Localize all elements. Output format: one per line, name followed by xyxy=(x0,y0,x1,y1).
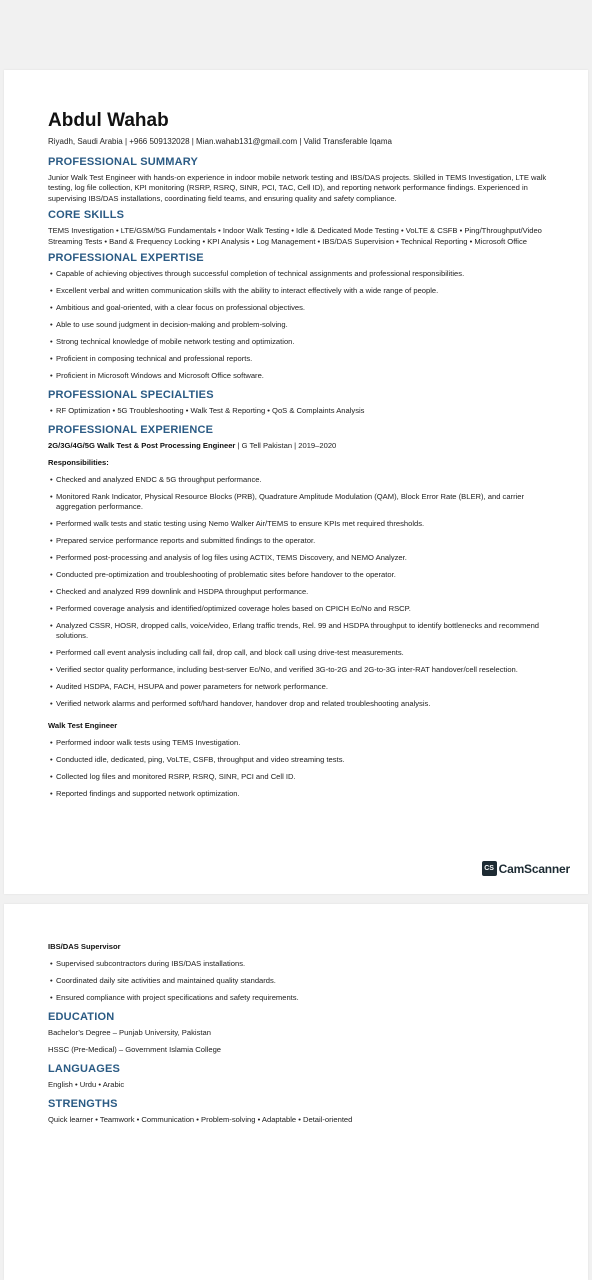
list-item: • Verified sector quality performance, including best-server Ec/No, and verified 3G-to-2G and 2G-to-3G inter-RAT handover/cell reselection. xyxy=(50,665,518,675)
list-item: • Collected log files and monitored RSRP, RSRQ, SINR, PCI and Cell ID. xyxy=(50,772,296,782)
education-item: HSSC (Pre-Medical) – Government Islamia College xyxy=(48,1045,222,1054)
specialties-heading: PROFESSIONAL SPECIALTIES xyxy=(48,389,214,402)
list-item: • RF Optimization • 5G Troubleshooting • Walk Test & Reporting • QoS & Complaints Analysis xyxy=(50,406,365,416)
list-item: • Performed post-processing and analysis of log files using ACTIX, TEMS Discovery, and NEMO Analyzer. xyxy=(50,553,407,563)
education-item: Bachelor’s Degree – Punjab University, Pakistan xyxy=(48,1028,211,1037)
list-item: • Proficient in Microsoft Windows and Microsoft Office software. xyxy=(50,371,264,381)
job-2-title: Walk Test Engineer xyxy=(48,721,118,731)
list-item: • Performed walk tests and static testing using Nemo Walker Air/TEMS to ensure KPIs met required thresholds. xyxy=(50,519,425,529)
job-3-list xyxy=(48,959,556,1003)
list-item: • Checked and analyzed ENDC & 5G throughput performance. xyxy=(50,475,262,485)
languages-text: English • Urdu • Arabic xyxy=(48,1080,125,1089)
core-skills-heading: CORE SKILLS xyxy=(48,209,125,222)
list-item: • Analyzed CSSR, HOSR, dropped calls, voice/video, Erlang traffic trends, Rel. 99 and HSDPA throughput to identify bottlenecks and recommend solutions. xyxy=(50,621,540,641)
resume-page-1 xyxy=(4,70,588,894)
camscanner-text: CamScanner xyxy=(498,861,570,876)
list-item: • Capable of achieving objectives through successful completion of technical assignments and professional responsibilities. xyxy=(50,269,465,279)
strengths-heading: STRENGTHS xyxy=(48,1098,118,1110)
languages-heading: LANGUAGES xyxy=(48,1063,121,1075)
list-item: • Strong technical knowledge of mobile network testing and optimization. xyxy=(50,337,295,347)
list-item: • Able to use sound judgment in decision-making and problem-solving. xyxy=(50,320,288,330)
list-item: • Performed call event analysis including call fail, drop call, and block call using drive-test measurements. xyxy=(50,648,404,658)
list-item: • Performed indoor walk tests using TEMS Investigation. xyxy=(50,738,241,748)
camscanner-logo-icon: CS xyxy=(482,861,497,876)
list-item: • Audited HSDPA, FACH, HSUPA and power parameters for network performance. xyxy=(50,682,328,692)
resume-page-2 xyxy=(4,904,588,1280)
experience-heading: PROFESSIONAL EXPERIENCE xyxy=(48,424,214,437)
responsibilities-label: Responsibilities: xyxy=(48,458,109,468)
list-item: • Coordinated daily site activities and maintained quality standards. xyxy=(50,976,276,985)
list-item: • Prepared service performance reports and submitted findings to the operator. xyxy=(50,536,316,546)
education-heading: EDUCATION xyxy=(48,1011,115,1023)
specialties-list xyxy=(48,406,556,416)
candidate-name: Abdul Wahab xyxy=(48,110,169,131)
list-item: • Conducted idle, dedicated, ping, VoLTE, CSFB, throughput and video streaming tests. xyxy=(50,755,345,765)
summary-heading: PROFESSIONAL SUMMARY xyxy=(48,156,199,168)
list-item: • Monitored Rank Indicator, Physical Resource Blocks (PRB), Quadrature Amplitude Modulation (QAM), Block Error Rate (BLER), and carrier aggregation performance. xyxy=(50,492,525,512)
list-item: • Conducted pre-optimization and troubleshooting of problematic sites before handover to the operator. xyxy=(50,570,396,580)
list-item: • Ensured compliance with project specifications and safety requirements. xyxy=(50,993,299,1002)
job-1-title: 2G/3G/4G/5G Walk Test & Post Processing Engineer xyxy=(48,441,236,451)
list-item: • Checked and analyzed R99 downlink and HSDPA throughput performance. xyxy=(50,587,309,597)
list-item: • Excellent verbal and written communication skills with the ability to interact effectively with a wide range of people. xyxy=(50,286,439,296)
job-3-title: IBS/DAS Supervisor xyxy=(48,942,121,951)
core-skills-text: TEMS Investigation • LTE/GSM/5G Fundamentals • Indoor Walk Testing • Idle & Dedicated Mode Testing • VoLTE & CSFB • Ping/Throughput/Video Streaming Tests • Band & Frequency Locking • KPI Analysis • Log Management • IBS/DAS Supervision • Technical Reporting • Microsoft Office xyxy=(48,226,542,246)
list-item: • Ambitious and goal-oriented, with a clear focus on professional objectives. xyxy=(50,303,306,313)
list-item: • Reported findings and supported network optimization. xyxy=(50,789,240,799)
strengths-text: Quick learner • Teamwork • Communication • Problem-solving • Adaptable • Detail-oriented xyxy=(48,1115,353,1124)
page-2-content xyxy=(48,942,556,1132)
list-item: • Verified network alarms and performed soft/hard handover, handover drop and related troubleshooting analysis. xyxy=(50,699,431,709)
job-1-header xyxy=(48,441,556,451)
expertise-list xyxy=(48,269,556,381)
list-item: • Supervised subcontractors during IBS/DAS installations. xyxy=(50,959,246,968)
list-item: • Proficient in composing technical and professional reports. xyxy=(50,354,253,364)
job-1-meta: | G Tell Pakistan | 2019–2020 xyxy=(235,441,337,451)
expertise-heading: PROFESSIONAL EXPERTISE xyxy=(48,252,204,265)
list-item: • Performed coverage analysis and identified/optimized coverage holes based on CPICH Ec/No and RSCP. xyxy=(50,604,411,614)
job-1-list xyxy=(48,475,556,709)
page-1-content xyxy=(48,110,556,806)
summary-text: Junior Walk Test Engineer with hands-on experience in indoor mobile network testing and IBS/DAS projects. Skilled in TEMS Investigation, LTE walk testing, log file collection, KPI monitoring (RSRP, RSRQ, SINR, PCI, TAC, Cell ID), and reporting network performance findings. Experienced in supervising IBS/DAS installations, coordinating field teams, and ensuring quality and safety compliance. xyxy=(48,173,547,203)
contact-line: Riyadh, Saudi Arabia | +966 509132028 | Mian.wahab131@gmail.com | Valid Transferable Iqama xyxy=(48,137,392,146)
job-2-list xyxy=(48,738,556,799)
camscanner-watermark xyxy=(482,861,570,876)
